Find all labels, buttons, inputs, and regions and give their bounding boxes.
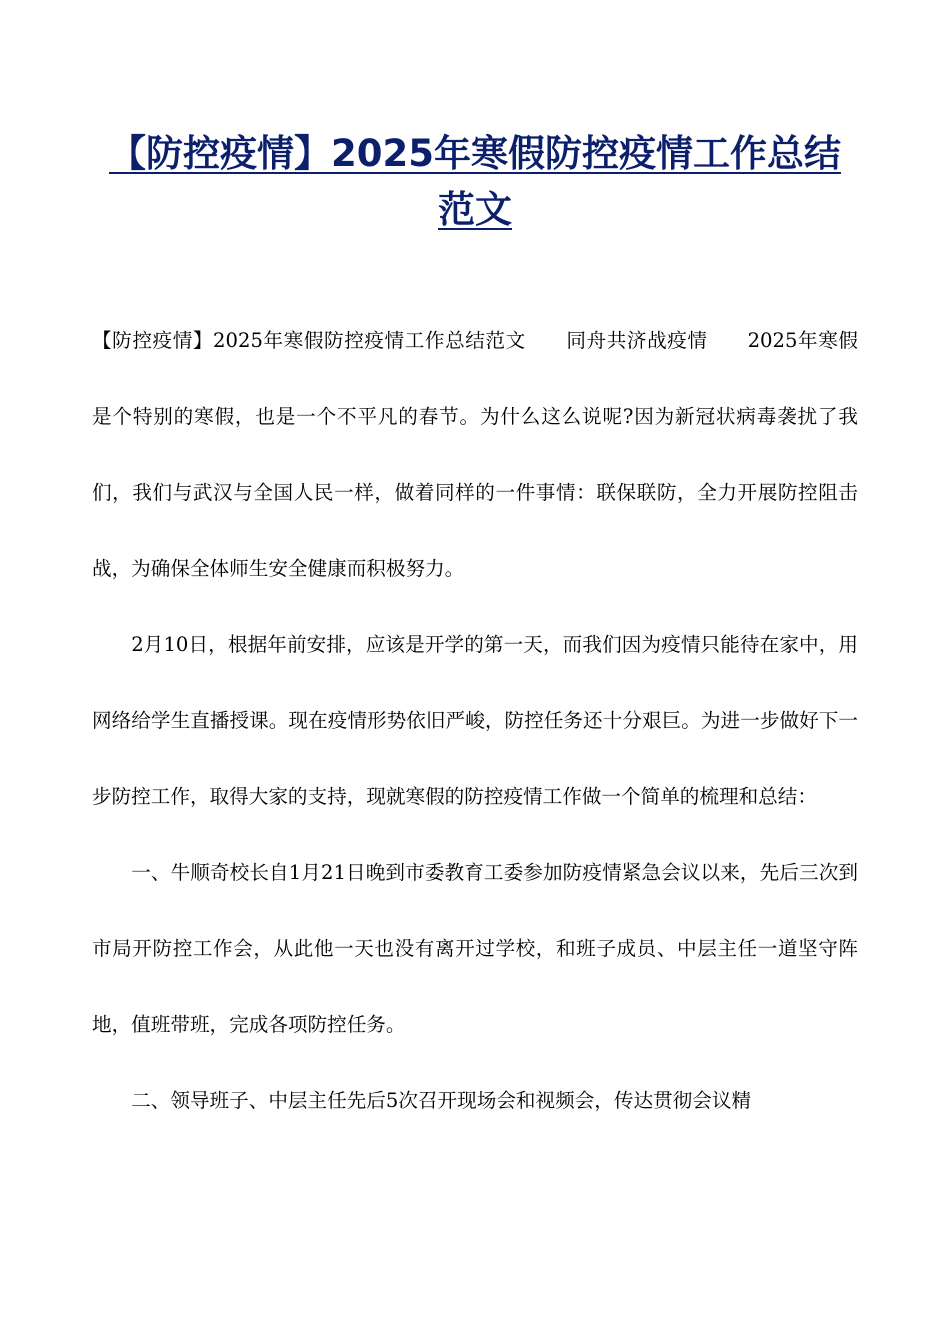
intro-heading: 【防控疫情】2025年寒假防控疫情工作总结范文 [92, 329, 526, 352]
paragraph-feb-10: 2月10日，根据年前安排，应该是开学的第一天，而我们因为疫情只能待在家中，用网络给学生直播授课。现在疫情形势依旧严峻，防控任务还十分艰巨。为进一步做好下一步防控工作，取得大家的支持，现就寒假的防控疫情工作做一个简单的梳理和总结： [92, 633, 858, 808]
document-body [92, 303, 858, 1139]
paragraph-item-one: 一、牛顺奇校长自1月21日晚到市委教育工委参加防疫情紧急会议以来，先后三次到市局开防控工作会，从此他一天也没有离开过学校，和班子成员、中层主任一道坚守阵地，值班带班，完成各项防控任务。 [92, 861, 858, 1036]
intro-subheading: 同舟共济战疫情 [565, 329, 708, 352]
paragraph-item-two: 二、领导班子、中层主任先后5次召开现场会和视频会，传达贯彻会议精 [131, 1089, 752, 1112]
intro-paragraph [92, 303, 858, 607]
document-title: 【防控疫情】2025年寒假防控疫情工作总结范文 [109, 132, 841, 231]
intro-text: 2025年寒假是个特别的寒假，也是一个不平凡的春节。为什么这么说呢?因为新冠状病毒袭扰了我们，我们与武汉与全国人民一样，做着同样的一件事情：联保联防，全力开展防控阻击战，为确保全体师生安全健康而积极努力。 [92, 329, 858, 580]
